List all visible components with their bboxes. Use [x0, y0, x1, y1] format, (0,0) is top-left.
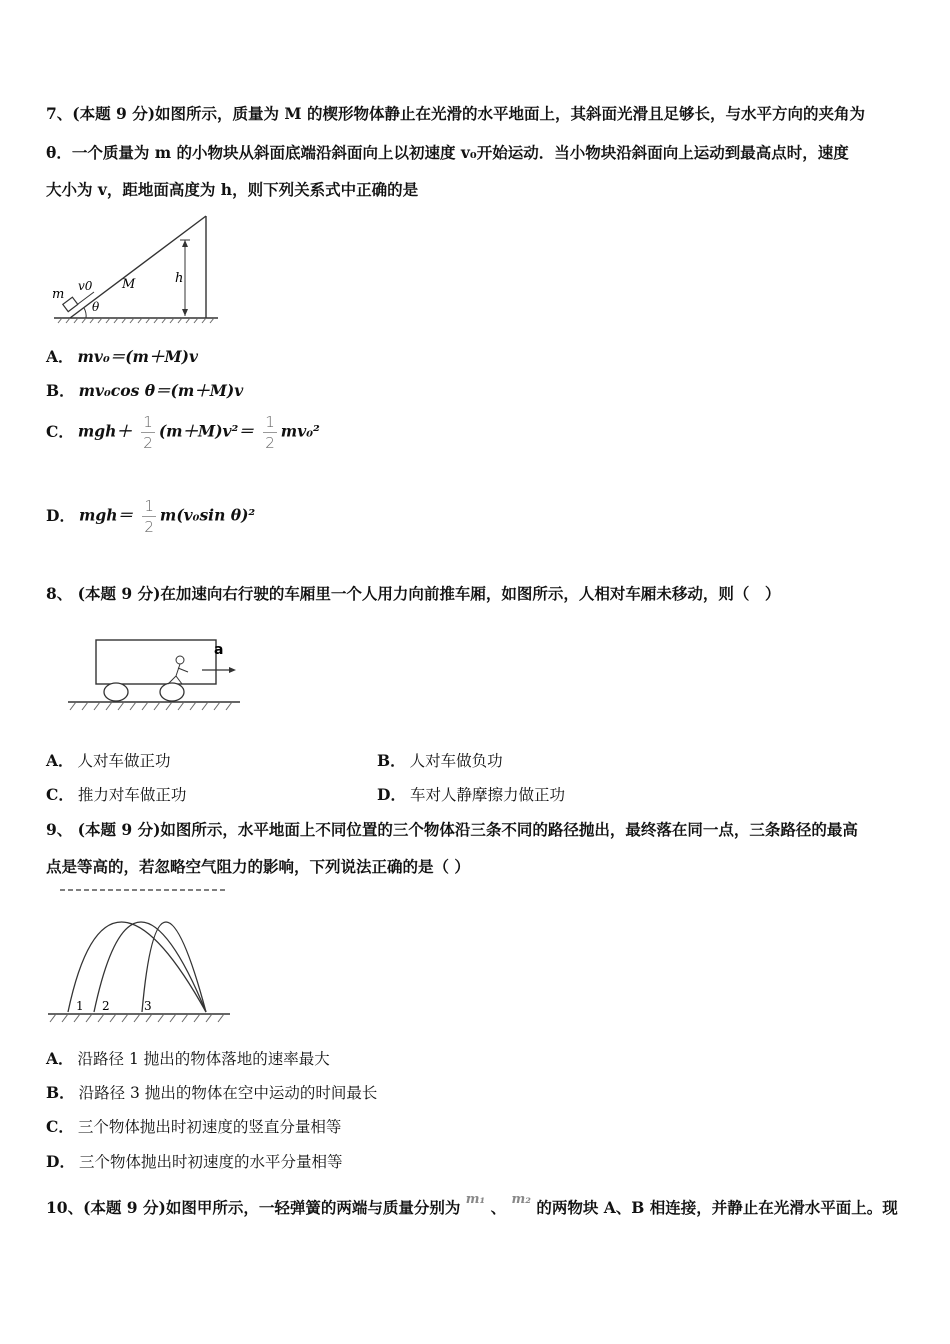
q8-option-c: C． 推力对车做正功 — [46, 785, 187, 804]
trajectory-figure — [46, 884, 236, 1026]
q9-option-c: C． 三个物体抛出时初速度的竖直分量相等 — [46, 1117, 342, 1136]
q9-stem-line1: 9、 (本题 9 分)如图所示，水平地面上不同位置的三个物体沿三条不同的路径抛出，最终落在同一点，三条路径的最高 — [46, 820, 858, 839]
label-M: M — [122, 277, 136, 292]
q7-stem-line1: 7、(本题 9 分)如图所示，质量为 M 的楔形物体静止在光滑的水平地面上，其斜面光滑且足够长，与水平方向的夹角为 — [46, 104, 865, 123]
q7-stem-line3: 大小为 v，距地面高度为 h，则下列关系式中正确的是 — [46, 180, 419, 199]
label-a: a — [214, 642, 224, 658]
q10-stem: 10、(本题 9 分)如图甲所示，一轻弹簧的两端与质量分别为 $^{m_1}$ 、 $^{m_2}$ 的两物块 A、B 相连接，并静止在光滑水平面上。现 — [46, 1192, 898, 1217]
q8-option-a: A． 人对车做正功 — [46, 751, 171, 770]
mass-m1: m₁ — [465, 1192, 486, 1207]
label-h: h — [175, 271, 184, 286]
fraction-half: $\frac{1}{2}$ — [144, 497, 154, 536]
label-v0: v0 — [78, 279, 93, 293]
q9-option-b: B． 沿路径 3 抛出的物体在空中运动的时间最长 — [46, 1083, 378, 1102]
q9-stem-line2: 点是等高的，若忽略空气阻力的影响，下列说法正确的是（ ） — [46, 857, 470, 876]
q8-option-b: B． 人对车做负功 — [377, 751, 503, 770]
path-label-2: 2 — [102, 999, 110, 1013]
fraction-half: $\frac{1}{2}$ — [265, 413, 275, 452]
mass-m2: m₂ — [511, 1192, 531, 1207]
q7-option-d: D． mgh＝ $\frac{1}{2}$ m(v₀sin θ)² — [46, 497, 256, 536]
q8-stem: 8、 (本题 9 分)在加速向右行驶的车厢里一个人用力向前推车厢，如图所示，人相对车厢未移动，则（ ） — [46, 584, 781, 603]
label-theta: θ — [92, 300, 100, 314]
q7-option-b: B． mv₀cos θ＝(m＋M)v — [46, 381, 244, 400]
q7-stem-line2: θ．一个质量为 m 的小物块从斜面底端沿斜面向上以初速度 v₀开始运动．当小物块沿斜面向上运动到最高点时，速度 — [46, 143, 849, 162]
label-m: m — [52, 287, 65, 302]
path-label-1: 1 — [76, 999, 84, 1013]
path-label-3: 3 — [144, 999, 152, 1013]
fraction-half: $\frac{1}{2}$ — [143, 413, 153, 452]
q7-option-c: C． mgh＋ $\frac{1}{2}$ (m＋M)v²＝ $\frac{1}{2}$ mv₀² — [46, 413, 320, 452]
q9-option-d: D． 三个物体抛出时初速度的水平分量相等 — [46, 1152, 343, 1171]
q8-option-d: D． 车对人静摩擦力做正功 — [377, 785, 565, 804]
wedge-figure — [50, 212, 225, 327]
q7-option-a: A． mv₀＝(m＋M)v — [46, 347, 198, 366]
q9-option-a: A． 沿路径 1 抛出的物体落地的速率最大 — [46, 1049, 330, 1068]
cart-figure — [64, 632, 244, 718]
